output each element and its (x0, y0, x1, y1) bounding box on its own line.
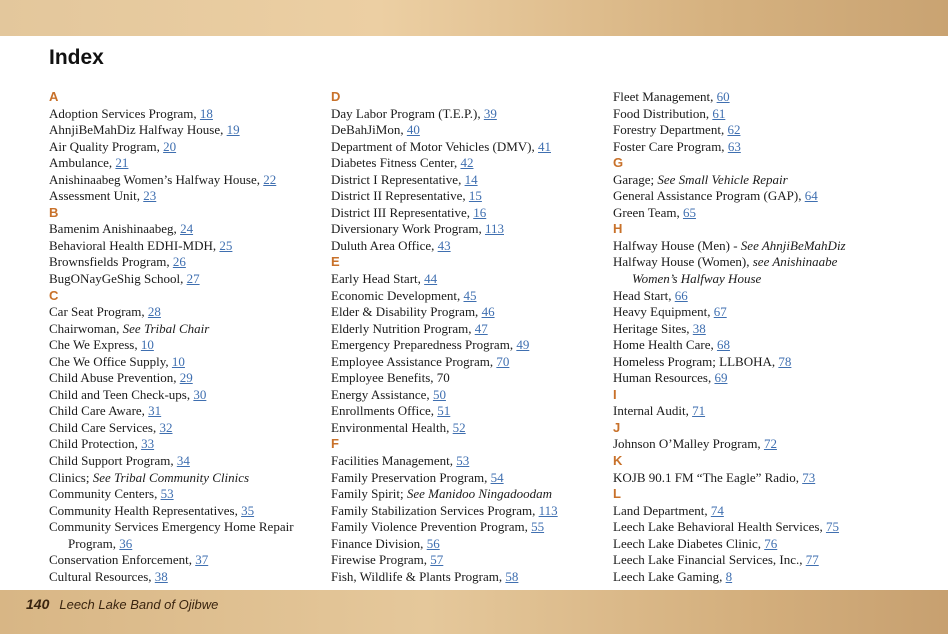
page-link[interactable]: 37 (195, 552, 209, 568)
page-link[interactable]: 73 (802, 469, 816, 485)
entry-label: Enrollments Office, (331, 403, 438, 419)
index-entry (613, 238, 888, 255)
section-letter: K (613, 453, 623, 469)
page-link[interactable]: 75 (825, 519, 839, 535)
entry-label: Anishinaabeg Women’s Halfway House, (49, 171, 264, 187)
entry-label: Head Start, (613, 287, 675, 303)
page-link[interactable]: 51 (437, 403, 451, 419)
index-entry (613, 122, 888, 139)
page-link[interactable]: 63 (727, 138, 741, 154)
entry-label: Community Services Emergency Home Repair (49, 519, 294, 535)
index-entry (331, 453, 606, 470)
entry-label: Fleet Management, (613, 89, 717, 104)
page-link[interactable]: 58 (505, 568, 519, 584)
entry-label: Department of Motor Vehicles (DMV), (331, 138, 538, 154)
page-link[interactable]: 25 (219, 237, 233, 253)
entry-label: Early Head Start, (331, 271, 425, 287)
entry-label: AhnjiBeMahDiz Halfway House, (49, 122, 227, 138)
entry-label: Elder & Disability Program, (331, 304, 482, 320)
index-column-2 (331, 89, 606, 585)
entry-label: Heritage Sites, (613, 320, 693, 336)
entry-label: Finance Division, (331, 535, 427, 551)
section-letter: A (49, 89, 59, 104)
page-link[interactable]: 22 (263, 171, 277, 187)
index-entry (613, 172, 888, 189)
index-entry (49, 304, 324, 321)
index-entry (613, 519, 888, 536)
index-entry (331, 536, 606, 553)
section-letter: G (613, 155, 624, 171)
index-entry (49, 238, 324, 255)
entry-label: Halfway House (Women), (613, 254, 753, 270)
index-entry (49, 519, 324, 536)
page-link[interactable]: 8 (725, 568, 733, 584)
entry-label: Leech Lake Financial Services, Inc., (613, 552, 806, 568)
page-footer (26, 596, 218, 612)
index-entry (331, 354, 606, 371)
index-entry (613, 188, 888, 205)
section-letter: E (331, 254, 340, 270)
index-entry-continuation (613, 271, 888, 288)
page-link[interactable]: 68 (716, 337, 730, 353)
index-entry (331, 337, 606, 354)
page-link[interactable]: 40 (406, 122, 420, 138)
index-entry (49, 106, 324, 123)
index-entry (49, 569, 324, 586)
entry-label: Child Protection, (49, 436, 142, 452)
page-link[interactable]: 10 (140, 337, 154, 353)
entry-label: Foster Care Program, (613, 138, 728, 154)
index-entry (49, 271, 324, 288)
entry-label: Cultural Resources, (49, 568, 155, 584)
page-link[interactable]: 35 (241, 502, 255, 518)
entry-label: Family Preservation Program, (331, 469, 491, 485)
index-entry (49, 354, 324, 371)
entry-label: Child and Teen Check-ups, (49, 386, 194, 402)
index-entry (331, 370, 606, 387)
index-entry (331, 139, 606, 156)
page-link[interactable]: 71 (692, 403, 706, 419)
index-entry (331, 271, 606, 288)
entry-label: Chairwoman, (49, 320, 123, 336)
section-letter: D (331, 89, 341, 104)
page-link[interactable]: 39 (483, 105, 497, 121)
page-link[interactable]: 31 (148, 403, 162, 419)
entry-label: Duluth Area Office, (331, 237, 438, 253)
index-entry (613, 205, 888, 222)
index-entry (331, 106, 606, 123)
page-link[interactable]: 62 (727, 122, 741, 138)
page-link[interactable]: 72 (763, 436, 777, 452)
publication-name: Leech Lake Band of Ojibwe (59, 597, 219, 612)
index-entry (331, 403, 606, 420)
page-link[interactable]: 76 (764, 535, 778, 551)
index-entry (331, 470, 606, 487)
entry-label: Ambulance, (49, 155, 116, 171)
page-link[interactable]: 60 (716, 89, 730, 104)
index-column-3 (613, 89, 888, 585)
index-entry (613, 139, 888, 156)
section-letter: B (49, 204, 59, 220)
index-entry (331, 321, 606, 338)
entry-label: Adoption Services Program, (49, 105, 200, 121)
index-entry (613, 337, 888, 354)
page-link[interactable]: 34 (176, 453, 190, 469)
index-entry (613, 354, 888, 371)
entry-label: Leech Lake Gaming, (613, 568, 726, 584)
page-link[interactable]: 67 (713, 304, 727, 320)
index-entry (49, 321, 324, 338)
index-entry (331, 304, 606, 321)
page-link[interactable]: 27 (186, 271, 200, 287)
index-entry (613, 304, 888, 321)
entry-label: Homeless Program; LLBOHA, (613, 353, 779, 369)
index-entry (331, 387, 606, 404)
index-entry (613, 536, 888, 553)
entry-label: Assessment Unit, (49, 188, 144, 204)
see-reference: See Small Vehicle Repair (657, 171, 788, 187)
page-link[interactable]: 43 (437, 237, 451, 253)
entry-label: Air Quality Program, (49, 138, 164, 154)
page-link[interactable]: 28 (147, 304, 161, 320)
entry-label: Employee Assistance Program, (331, 353, 497, 369)
top-decorative-band (0, 0, 948, 36)
entry-label: Family Spirit; (331, 486, 407, 502)
see-reference: See Manidoo Ningadoodam (406, 486, 552, 502)
page-link[interactable]: 15 (468, 188, 482, 204)
index-entry (49, 503, 324, 520)
index-entry (49, 188, 324, 205)
entry-label: Diversionary Work Program, (331, 221, 485, 237)
entry-label: Child Care Services, (49, 419, 160, 435)
page-link[interactable]: 69 (714, 370, 728, 386)
entry-label: District I Representative, (331, 171, 465, 187)
page-link[interactable]: 78 (778, 353, 792, 369)
index-entry (331, 155, 606, 172)
page-link[interactable]: 52 (452, 419, 466, 435)
index-entry (613, 436, 888, 453)
page-link[interactable]: 32 (159, 419, 173, 435)
entry-label: Child Care Aware, (49, 403, 149, 419)
page-link[interactable]: 38 (692, 320, 706, 336)
page-link[interactable]: 20 (163, 138, 177, 154)
entry-label: Land Department, (613, 502, 711, 518)
index-entry (613, 288, 888, 305)
index-entry (49, 436, 324, 453)
entry-label: Johnson O’Malley Program, (613, 436, 764, 452)
entry-label: Heavy Equipment, (613, 304, 714, 320)
entry-label: Facilities Management, (331, 453, 457, 469)
page-link[interactable]: 42 (460, 155, 474, 171)
entry-label: District II Representative, (331, 188, 469, 204)
index-entry (49, 552, 324, 569)
index-entry (49, 254, 324, 271)
index-entry (613, 470, 888, 487)
index-entry (331, 288, 606, 305)
page-link[interactable]: 47 (474, 320, 488, 336)
index-entry (49, 337, 324, 354)
entry-label: Conservation Enforcement, (49, 552, 196, 568)
page-link[interactable]: 14 (464, 171, 478, 187)
entry-label: Garage; (613, 171, 658, 187)
entry-label: KOJB 90.1 FM “The Eagle” Radio, (613, 469, 803, 485)
entry-label: Program, (68, 535, 120, 551)
page-link[interactable]: 16 (473, 204, 487, 220)
section-letter: L (613, 486, 621, 502)
entry-label: Leech Lake Behavioral Health Services, (613, 519, 826, 535)
page-link[interactable]: 46 (481, 304, 495, 320)
section-letter: I (613, 386, 617, 402)
entry-label: Emergency Preparedness Program, (331, 337, 517, 353)
entry-label: Community Centers, (49, 486, 161, 502)
entry-label: General Assistance Program (GAP), (613, 188, 805, 204)
index-entry (331, 221, 606, 238)
see-reference: See Tribal Community Clinics (92, 469, 250, 485)
index-entry (49, 387, 324, 404)
entry-label: Internal Audit, (613, 403, 693, 419)
index-entry (49, 486, 324, 503)
entry-label: Food Distribution, (613, 105, 713, 121)
index-entry (331, 238, 606, 255)
index-entry (613, 89, 888, 106)
index-entry (613, 569, 888, 586)
entry-label: Home Health Care, (613, 337, 717, 353)
entry-label: Economic Development, (331, 287, 464, 303)
index-entry (331, 569, 606, 586)
page-link[interactable]: 10 (171, 353, 185, 369)
entry-label: District III Representative, (331, 204, 474, 220)
page-link[interactable]: 19 (226, 122, 240, 138)
entry-label: Green Team, (613, 204, 683, 220)
page-link[interactable]: 18 (199, 105, 213, 121)
entry-label: Leech Lake Diabetes Clinic, (613, 535, 765, 551)
entry-label: BugONayGeShig School, (49, 271, 187, 287)
page-link[interactable]: 113 (484, 221, 504, 237)
index-entry (331, 172, 606, 189)
index-entry (613, 254, 888, 271)
page-link[interactable]: 54 (490, 469, 504, 485)
index-entry (331, 486, 606, 503)
page-link[interactable]: 53 (160, 486, 174, 502)
entry-label: Day Labor Program (T.E.P.), (331, 105, 484, 121)
index-entry (331, 552, 606, 569)
section-letter: C (49, 287, 59, 303)
index-entry (613, 403, 888, 420)
entry-label: Human Resources, (613, 370, 715, 386)
entry-label: Behavioral Health EDHI-MDH, (49, 237, 220, 253)
page-link[interactable]: 49 (516, 337, 530, 353)
entry-label: Che We Office Supply, (49, 353, 172, 369)
index-entry (49, 155, 324, 172)
index-column-1 (49, 89, 324, 585)
page-link[interactable]: 45 (463, 287, 477, 303)
index-entry (613, 503, 888, 520)
index-entry (49, 172, 324, 189)
page-title: Index (49, 46, 104, 69)
page-link[interactable]: 74 (710, 502, 724, 518)
entry-label: Child Abuse Prevention, (49, 370, 180, 386)
page-link[interactable]: 24 (180, 221, 194, 237)
page-link[interactable]: 44 (424, 271, 438, 287)
see-reference: see Anishinaabe (752, 254, 838, 270)
section-letter: F (331, 436, 339, 452)
page-link[interactable]: 61 (712, 105, 726, 121)
page-link[interactable]: 23 (143, 188, 157, 204)
index-entry (49, 122, 324, 139)
page-link[interactable]: 30 (193, 386, 207, 402)
index-entry (331, 420, 606, 437)
entry-label: Forestry Department, (613, 122, 728, 138)
index-entry (331, 122, 606, 139)
page-link[interactable]: 21 (115, 155, 129, 171)
page-link[interactable]: 36 (119, 535, 133, 551)
index-entry (49, 470, 324, 487)
page-link[interactable]: 33 (141, 436, 155, 452)
index-entry (613, 321, 888, 338)
index-entry (49, 453, 324, 470)
page-link[interactable]: 38 (154, 568, 168, 584)
page-link[interactable]: 53 (456, 453, 470, 469)
entry-label: Family Violence Prevention Program, (331, 519, 532, 535)
index-entry (49, 139, 324, 156)
page-link[interactable]: 55 (531, 519, 545, 535)
index-entry-continuation (49, 536, 324, 553)
entry-label: Community Health Representatives, (49, 502, 242, 518)
index-entry (49, 403, 324, 420)
entry-label: Environmental Health, (331, 419, 453, 435)
entry-label: Bamenim Anishinaabeg, (49, 221, 181, 237)
index-entry (49, 221, 324, 238)
page-link[interactable]: 56 (426, 535, 440, 551)
see-reference: Women’s Halfway House (632, 271, 762, 287)
entry-label: Firewise Program, (331, 552, 431, 568)
entry-label: Diabetes Fitness Center, (331, 155, 461, 171)
index-entry (49, 370, 324, 387)
entry-label: Child Support Program, (49, 453, 177, 469)
page-link[interactable]: 65 (682, 204, 696, 220)
index-entry (613, 106, 888, 123)
entry-label: Employee Benefits, 70 (331, 370, 450, 386)
index-entry (613, 552, 888, 569)
index-entry (331, 519, 606, 536)
page-link[interactable]: 29 (179, 370, 193, 386)
see-reference: See AhnjiBeMahDiz (740, 237, 846, 253)
page-link[interactable]: 113 (538, 502, 558, 518)
entry-label: Brownsfields Program, (49, 254, 173, 270)
entry-label: Halfway House (Men) - (613, 237, 741, 253)
page-link[interactable]: 64 (804, 188, 818, 204)
index-entry (331, 503, 606, 520)
entry-label: Family Stabilization Services Program, (331, 502, 539, 518)
page-link[interactable]: 50 (432, 386, 446, 402)
entry-label: Energy Assistance, (331, 386, 433, 402)
index-entry (331, 205, 606, 222)
page-link[interactable]: 57 (430, 552, 444, 568)
index-entry (49, 420, 324, 437)
index-entry (331, 188, 606, 205)
page-link[interactable]: 70 (496, 353, 510, 369)
entry-label: Clinics; (49, 469, 93, 485)
entry-label: Che We Express, (49, 337, 141, 353)
section-letter: J (613, 419, 621, 435)
see-reference: See Tribal Chair (122, 320, 210, 336)
page-number: 140 (26, 596, 50, 612)
entry-label: Fish, Wildlife & Plants Program, (331, 568, 506, 584)
page-link[interactable]: 41 (538, 138, 551, 154)
index-entry (613, 370, 888, 387)
page-link[interactable]: 77 (805, 552, 819, 568)
entry-label: Elderly Nutrition Program, (331, 320, 475, 336)
page-link[interactable]: 26 (172, 254, 186, 270)
page-link[interactable]: 66 (674, 287, 688, 303)
entry-label: Car Seat Program, (49, 304, 148, 320)
section-letter: H (613, 221, 623, 237)
entry-label: DeBahJiMon, (331, 122, 407, 138)
